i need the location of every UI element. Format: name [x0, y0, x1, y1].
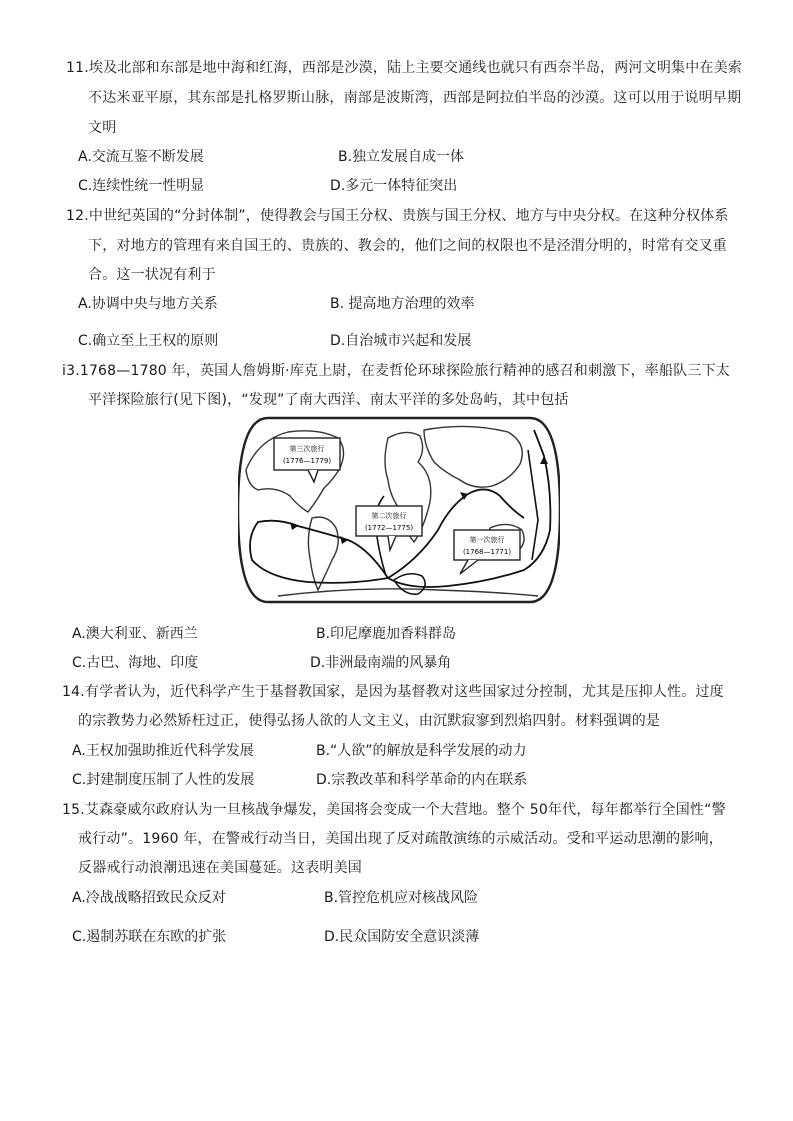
q13-line-1: i3.1768—1780 年，英国人詹姆斯·库克上尉，在麦哲伦环球探险旅行精神的感召和刺激下，率船队三下太: [62, 363, 731, 379]
q12-option-d[interactable]: D.自治城市兴起和发展: [330, 333, 472, 349]
voyage-3-label: 第三次旅行: [289, 445, 325, 453]
q12-option-c[interactable]: C.确立至上王权的原则: [78, 333, 219, 349]
q11-line-1: 11.埃及北部和东部是地中海和红海，西部是沙漠，陆上主要交通线也就只有西奈半岛，两河文明集中在美索: [66, 60, 743, 76]
voyage-2-label: 第二次旅行: [371, 512, 407, 520]
q14-line-2: 的宗教势力必然矫枉过正，使得弘扬人欲的人文主义，由沉默寂寥到烈焰四射。材料强调的是: [78, 713, 661, 729]
q12-line-3: 合。这一状况有利于: [88, 267, 216, 283]
cook-voyages-map: [238, 410, 560, 610]
q15-line-3: 反器戒行动浪潮迅速在美国蔓延。这表明美国: [78, 860, 362, 876]
q13-option-d[interactable]: D.非洲最南端的风暴角: [310, 655, 452, 671]
q11-option-a[interactable]: A.交流互鉴不断发展: [78, 149, 204, 165]
q13-option-b[interactable]: B.印尼摩鹿加香料群岛: [316, 626, 457, 642]
q13-line-2: 平洋探险旅行(见下图)，“发现”了南大西洋、南太平洋的多处岛屿，其中包括: [88, 392, 569, 408]
voyage-3-years: (1776—1779): [282, 457, 332, 465]
q11-option-c[interactable]: C.连续性统一性明显: [78, 178, 205, 194]
q15-option-c[interactable]: C.遏制苏联在东欧的扩张: [72, 929, 227, 945]
q15-line-2: 戒行动”。1960 年，在警戒行动当日，美国出现了反对疏散演练的示威活动。受和平运动思潮的影响，: [78, 831, 723, 847]
q15-line-1: 15.艾森豪威尔政府认为一旦核战争爆发，美国将会变成一个大营地。整个 50年代，每年都举行全国性“警: [62, 802, 726, 818]
q14-option-a[interactable]: A.王权加强助推近代科学发展: [72, 743, 254, 759]
q12-option-b[interactable]: B. 提高地方治理的效率: [330, 296, 475, 312]
q15-option-a[interactable]: A.冷战战略招致民众反对: [72, 890, 226, 906]
q11-option-d[interactable]: D.多元一体特征突出: [330, 178, 458, 194]
q14-line-1: 14.有学者认为，近代科学产生于基督教国家，是因为基督教对这些国家过分控制，尤其是压抑人性。过度: [62, 684, 724, 700]
voyage-1-years: (1768—1771): [462, 548, 512, 556]
q14-option-c[interactable]: C.封建制度压制了人性的发展: [72, 772, 255, 788]
voyage-1-label: 第一次旅行: [469, 536, 505, 544]
q11-line-2: 不达米亚平原，其东部是扎格罗斯山脉，南部是波斯湾，西部是阿拉伯半岛的沙漠。这可以用于说明早期: [88, 90, 742, 106]
voyage-2-years: (1772—1775): [364, 524, 414, 532]
q11-option-b[interactable]: B.独立发展自成一体: [338, 149, 465, 165]
q14-option-b[interactable]: B.“人欲”的解放是科学发展的动力: [316, 743, 527, 759]
q12-line-2: 下，对地方的管理有来自国王的、贵族的、教会的，他们之间的权限也不是泾渭分明的，时常有交叉重: [88, 238, 727, 254]
q13-option-a[interactable]: A.澳大利亚、新西兰: [72, 626, 198, 642]
q15-option-b[interactable]: B.管控危机应对核战风险: [324, 890, 479, 906]
world-map-graphic: [238, 410, 560, 610]
q11-line-3: 文明: [88, 120, 117, 136]
q12-line-1: 12.中世纪英国的“分封体制”，使得教会与国王分权、贵族与国王分权、地方与中央分权。在这种分权体系: [66, 208, 729, 224]
q12-option-a[interactable]: A.协调中央与地方关系: [78, 296, 218, 312]
q15-option-d[interactable]: D.民众国防安全意识淡薄: [324, 929, 480, 945]
q14-option-d[interactable]: D.宗教改革和科学革命的内在联系: [316, 772, 528, 788]
q13-option-c[interactable]: C.古巴、海地、印度: [72, 655, 199, 671]
